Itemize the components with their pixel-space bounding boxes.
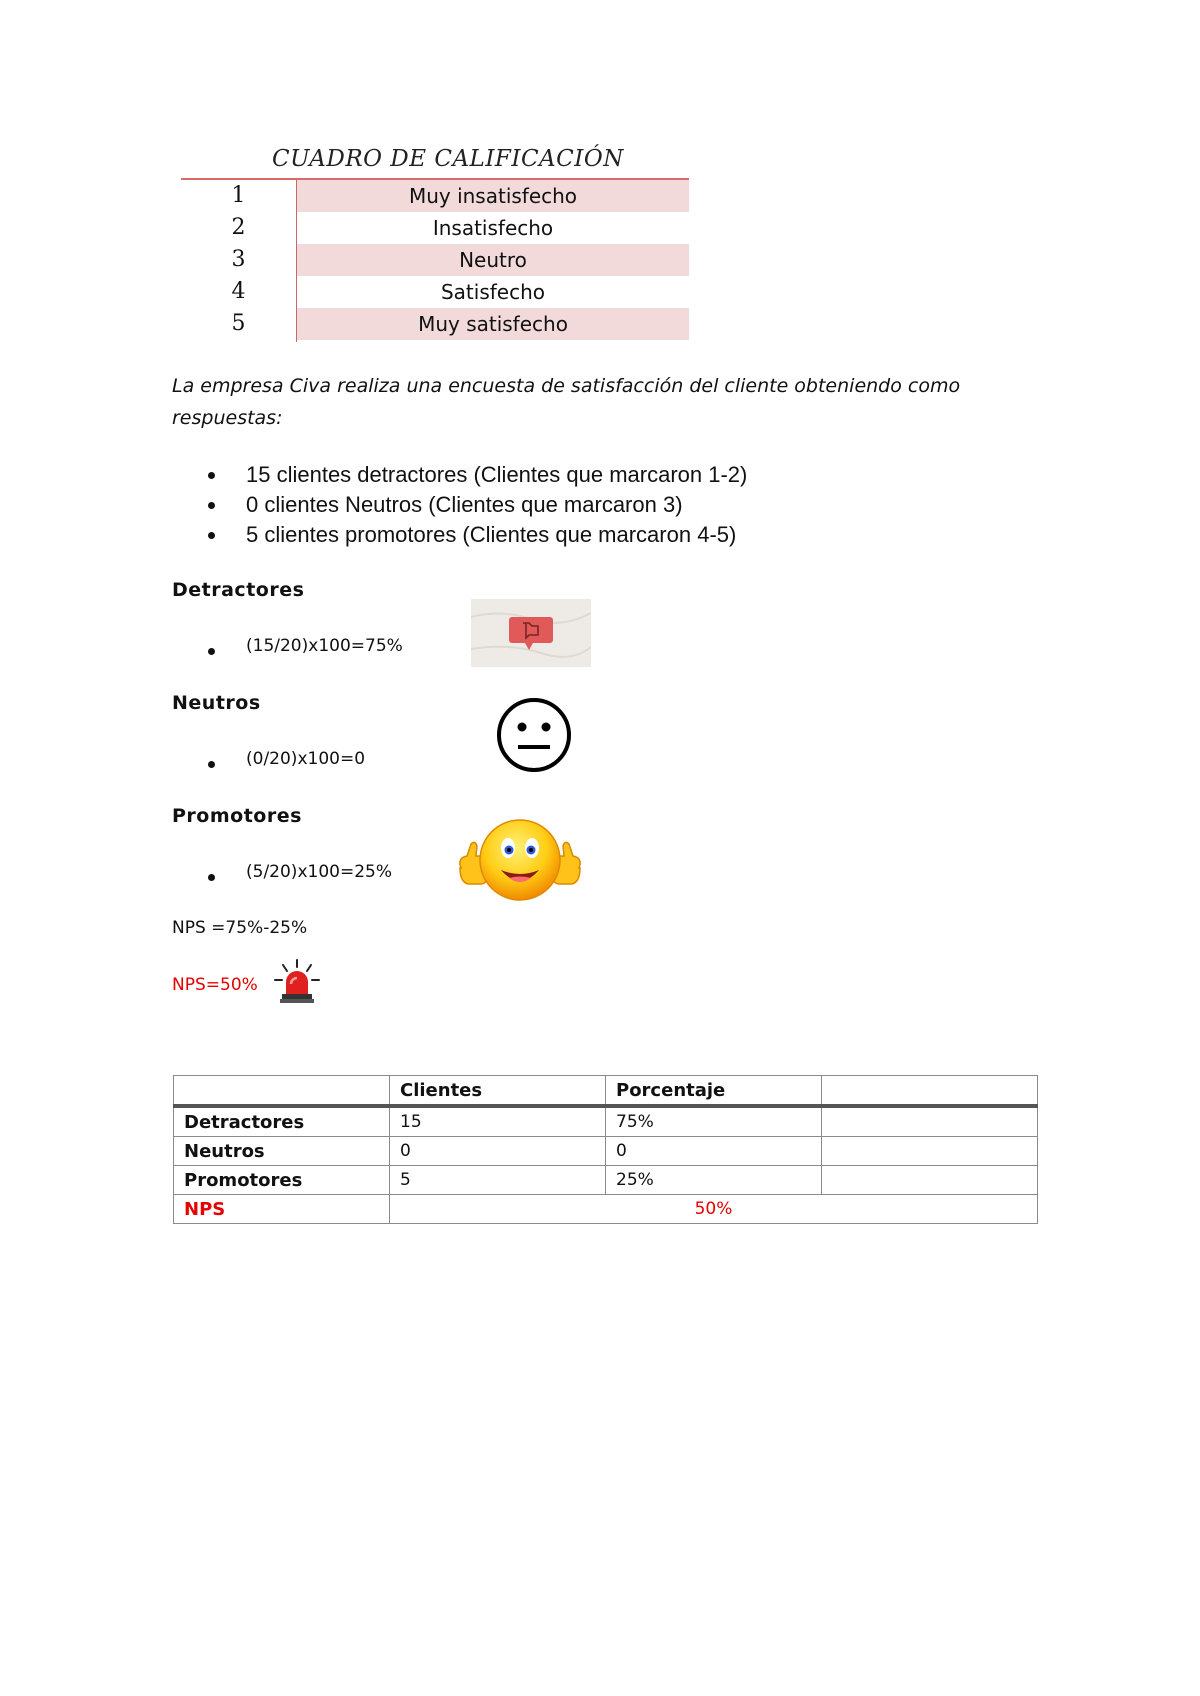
response-list: [200, 460, 747, 550]
table-header-cell: [174, 1076, 390, 1107]
rating-label: Muy satisfecho: [297, 308, 689, 340]
empty-cell: [822, 1166, 1038, 1195]
nps-result: NPS=50%: [172, 975, 258, 995]
rating-label: Insatisfecho: [432, 216, 554, 240]
clientes-cell: 5: [390, 1166, 606, 1195]
table-header-cell: Porcentaje: [606, 1076, 822, 1107]
list-item: 5 clientes promotores (Clientes que marcaron 4-5): [200, 520, 747, 550]
intro-paragraph: La empresa Civa realiza una encuesta de satisfacción del cliente obteniendo como respuestas:: [172, 375, 961, 429]
porcentaje-cell: 25%: [606, 1166, 822, 1195]
list-item: 0 clientes Neutros (Clientes que marcaron 3): [200, 490, 747, 520]
rating-row-3: [181, 244, 689, 276]
table-header-cell: [822, 1076, 1038, 1107]
rating-table-title: CUADRO DE CALIFICACIÓN: [272, 146, 624, 172]
rating-label: Neutro: [297, 244, 689, 276]
summary-table: [173, 1075, 1038, 1224]
clientes-cell: 15: [390, 1106, 606, 1137]
rating-number: 5: [231, 311, 246, 336]
list-item: 15 clientes detractores (Clientes que marcaron 1-2): [200, 460, 747, 490]
rating-row-4: [181, 276, 689, 308]
neutros-calc: (0/20)x100=0: [200, 749, 365, 769]
rating-label: Satisfecho: [440, 280, 546, 304]
table-header-row: [174, 1076, 1038, 1107]
promotores-calc: (5/20)x100=25%: [200, 862, 392, 882]
porcentaje-cell: 75%: [606, 1106, 822, 1137]
clientes-cell: 0: [390, 1137, 606, 1166]
table-header-cell: Clientes: [390, 1076, 606, 1107]
thumbs-up-smiley-icon: [455, 816, 585, 908]
nps-calculation: NPS =75%-25%: [172, 918, 308, 938]
rating-number: 4: [231, 279, 246, 304]
rating-label: Muy insatisfecho: [297, 180, 689, 212]
rating-number: 3: [231, 247, 246, 272]
neutros-heading: Neutros: [172, 692, 261, 714]
neutral-face-icon: [495, 696, 573, 774]
table-row: [174, 1137, 1038, 1166]
table-row: [174, 1166, 1038, 1195]
thumbs-down-icon: [471, 599, 591, 667]
nps-row: [174, 1195, 1038, 1224]
table-row: [174, 1106, 1038, 1137]
empty-cell: [822, 1137, 1038, 1166]
row-label: Detractores: [174, 1106, 390, 1137]
rating-row-5: [181, 308, 689, 340]
porcentaje-cell: 0: [606, 1137, 822, 1166]
rating-row-2: [181, 212, 689, 244]
promotores-heading: Promotores: [172, 805, 302, 827]
rating-number: 1: [231, 183, 246, 208]
alarm-siren-icon: [272, 958, 322, 1006]
empty-cell: [822, 1106, 1038, 1137]
nps-label: NPS: [174, 1195, 390, 1224]
detractores-calc: (15/20)x100=75%: [200, 636, 403, 656]
row-label: Neutros: [174, 1137, 390, 1166]
row-label: Promotores: [174, 1166, 390, 1195]
rating-number: 2: [231, 215, 246, 240]
rating-row-1: [181, 180, 689, 212]
nps-value: 50%: [390, 1195, 1038, 1224]
detractores-heading: Detractores: [172, 579, 305, 601]
